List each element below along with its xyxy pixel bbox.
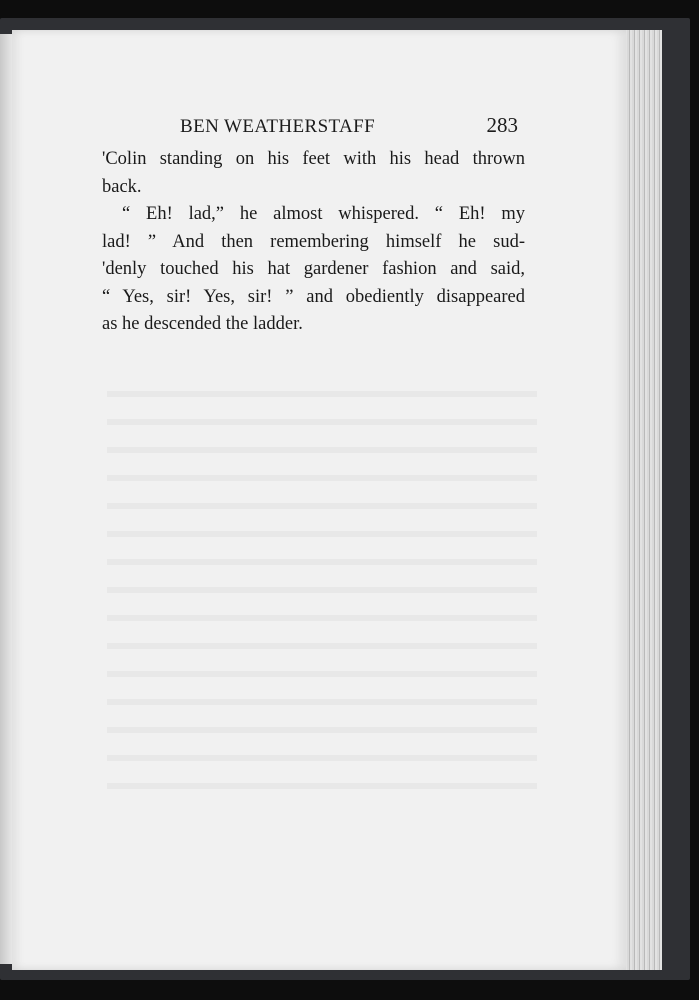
text-line: back. (102, 176, 142, 197)
text-line: “ Yes, sir! Yes, sir! ” and obediently disappeared (102, 286, 525, 307)
text-line: 'denly touched his hat gardener fashion and said, (102, 259, 525, 279)
page-number: 283 (486, 113, 518, 137)
running-head (180, 113, 518, 138)
text-line: “ Eh! lad,” he almost whispered. “ Eh! my (122, 204, 525, 224)
text-line: as he descended the ladder. (102, 314, 303, 334)
facing-page-edge (0, 34, 12, 964)
chapter-title: BEN WEATHERSTAFF (180, 116, 376, 137)
text-line: 'Colin standing on his feet with his head thrown (102, 149, 525, 169)
show-through-text (107, 375, 537, 795)
page-block-edges (622, 30, 662, 970)
body-paragraph (102, 146, 525, 339)
text-line: lad! ” And then remembering himself he sud- (102, 231, 525, 252)
